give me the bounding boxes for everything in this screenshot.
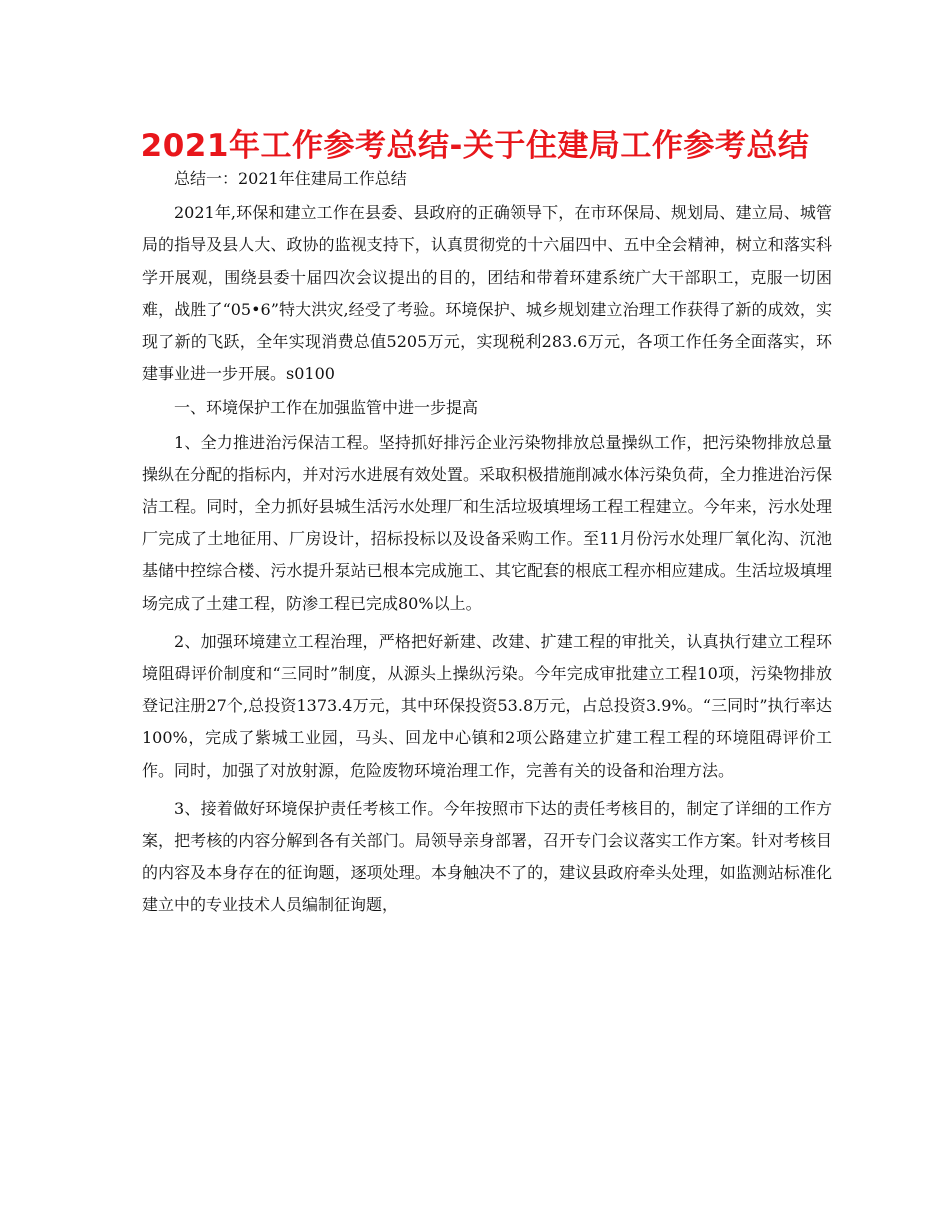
- paragraph-item-1: 1、全力推进治污保洁工程。坚持抓好排污企业污染物排放总量操纵工作，把污染物排放总量操纵在分配的指标内，并对污水进展有效处置。采取积极措施削减水体污染负荷，全力推进治污保洁工程。同时，全力抓好县城生活污水处理厂和生活垃圾填埋场工程工程建立。今年来，污水处理厂完成了土地征用、厂房设计，招标投标以及设备采购工作。至11月份污水处理厂氧化沟、沉池基储中控综合楼、污水提升泵站已根本完成施工、其它配套的根底工程亦相应建成。生活垃圾填埋场完成了土建工程，防渗工程已完成80%以上。: [142, 432, 832, 613]
- document-title: 2021年工作参考总结-关于住建局工作参考总结: [140, 128, 810, 164]
- paragraph-summary-heading: 总结一：2021年住建局工作总结: [174, 169, 407, 188]
- paragraph-item-2: 2、加强环境建立工程治理，严格把好新建、改建、扩建工程的审批关，认真执行建立工程环境阻碍评价制度和“三同时”制度，从源头上操纵污染。今年完成审批建立工程10项，污染物排放登记注册27个,总投资1373.4万元，其中环保投资53.8万元，占总投资3.9%。“三同时”执行率达100%，完成了紫城工业园，马头、回龙中心镇和2项公路建立扩建工程工程的环境阻碍评价工作。同时，加强了对放射源，危险废物环境治理工作，完善有关的设备和治理方法。: [142, 631, 832, 780]
- section-heading-environment: 一、环境保护工作在加强监管中进一步提高: [174, 398, 479, 418]
- document-body: [142, 163, 832, 922]
- paragraph-item-3: 3、接着做好环境保护责任考核工作。今年按照市下达的责任考核目的，制定了详细的工作方案，把考核的内容分解到各有关部门。局领导亲身部署，召开专门会议落实工作方案。针对考核目的内容及本身存在的征询题，逐项处理。本身触决不了的，建议县政府牵头处理，如监测站标准化建立中的专业技术人员编制征询题，: [142, 798, 832, 915]
- paragraph-intro: 2021年,环保和建立工作在县委、县政府的正确领导下，在市环保局、规划局、建立局、城管局的指导及县人大、政协的监视支持下，认真贯彻党的十六届四中、五中全会精神，树立和落实科学开展观，围绕县委十届四次会议提出的目的，团结和带着环建系统广大干部职工，克服一切困难，战胜了“05•6”特大洪灾,经受了考验。环境保护、城乡规划建立治理工作获得了新的成效，实现了新的飞跃，全年实现消费总值5205万元，实现税利283.6万元，各项工作任务全面落实，环建事业进一步开展。s0100: [142, 203, 832, 384]
